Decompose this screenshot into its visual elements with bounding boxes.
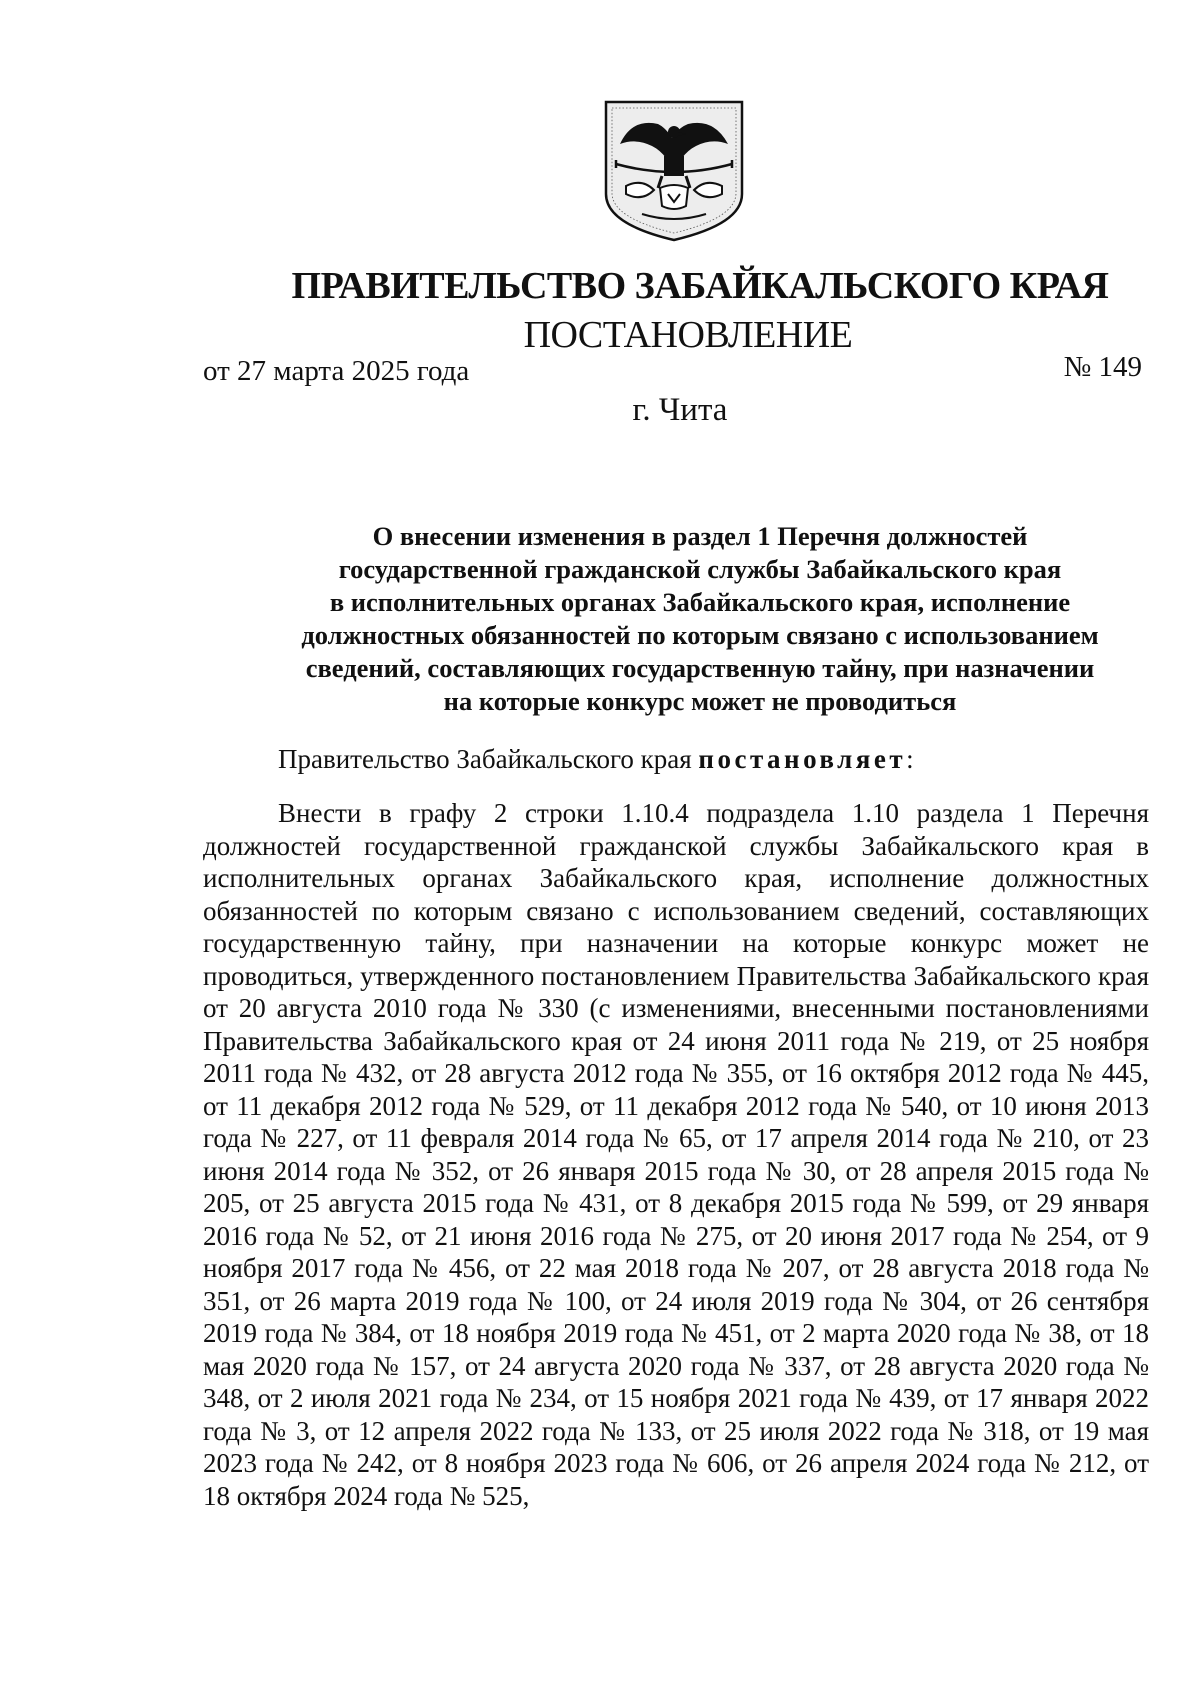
- subject-line: должностных обязанностей по которым связано с использованием: [301, 620, 1099, 650]
- body-paragraph: Внести в графу 2 строки 1.10.4 подраздела 1.10 раздела 1 Перечня должностей государственной гражданской службы Забайкальского края в исполнительных органах Забайкальского края, исполнение должностных обязанностей по которым связано с использованием сведений, составляющих государственную тайну, при назначении на которые конкурс может не проводиться, утвержденного постановлением Правительства Забайкальского края от 20 августа 2010 года № 330 (с изменениями, внесенными постановлениями Правительства Забайкальского края от 24 июня 2011 года № 219, от 25 ноября 2011 года № 432, от 28 августа 2012 года № 355, от 16 октября 2012 года № 445, от 11 декабря 2012 года № 529, от 11 декабря 2012 года № 540, от 10 июня 2013 года № 227, от 11 февраля 2014 года № 65, от 17 апреля 2014 года № 210, от 23 июня 2014 года № 352, от 26 января 2015 года № 30, от 28 апреля 2015 года № 205, от 25 августа 2015 года № 431, от 8 декабря 2015 года № 599, от 29 января 2016 года № 52, от 21 июня 2016 года № 275, от 20 июня 2017 года № 254, от 9 ноября 2017 года № 456, от 22 мая 2018 года № 207, от 28 августа 2018 года № 351, от 26 марта 2019 года № 100, от 24 июля 2019 года № 304, от 26 сентября 2019 года № 384, от 18 ноября 2019 года № 451, от 2 марта 2020 года № 38, от 18 мая 2020 года № 157, от 24 августа 2020 года № 337, от 28 августа 2020 года № 348, от 2 июля 2021 года № 234, от 15 ноября 2021 года № 439, от 17 января 2022 года № 3, от 12 апреля 2022 года № 133, от 25 июля 2022 года № 318, от 19 мая 2023 года № 242, от 8 ноября 2023 года № 606, от 26 апреля 2024 года № 212, от 18 октября 2024 года № 525,: [203, 798, 1149, 1511]
- subject-line: сведений, составляющих государственную тайну, при назначении: [305, 653, 1095, 683]
- document-date: от 27 марта 2025 года: [203, 355, 470, 387]
- preamble-suffix: :: [906, 744, 914, 774]
- subject-line: государственной гражданской службы Забайкальского края: [338, 554, 1062, 584]
- preamble-prefix: Правительство Забайкальского края: [278, 744, 699, 774]
- preamble: [278, 744, 914, 775]
- subject-line: О внесении изменения в раздел 1 Перечня должностей: [372, 521, 1028, 551]
- government-name: ПРАВИТЕЛЬСТВО ЗАБАЙКАЛЬСКОГО КРАЯ: [291, 265, 1109, 307]
- subject-line: в исполнительных органах Забайкальского края, исполнение: [329, 587, 1071, 617]
- document-city: г. Чита: [632, 392, 728, 428]
- preamble-verb: постановляет: [698, 744, 907, 774]
- document-subject: [240, 520, 1160, 718]
- coat-of-arms-icon: [602, 98, 746, 244]
- subject-line: на которые конкурс может не проводиться: [443, 686, 957, 716]
- document-type: ПОСТАНОВЛЕНИЕ: [523, 314, 853, 356]
- document-number: № 149: [1063, 351, 1142, 383]
